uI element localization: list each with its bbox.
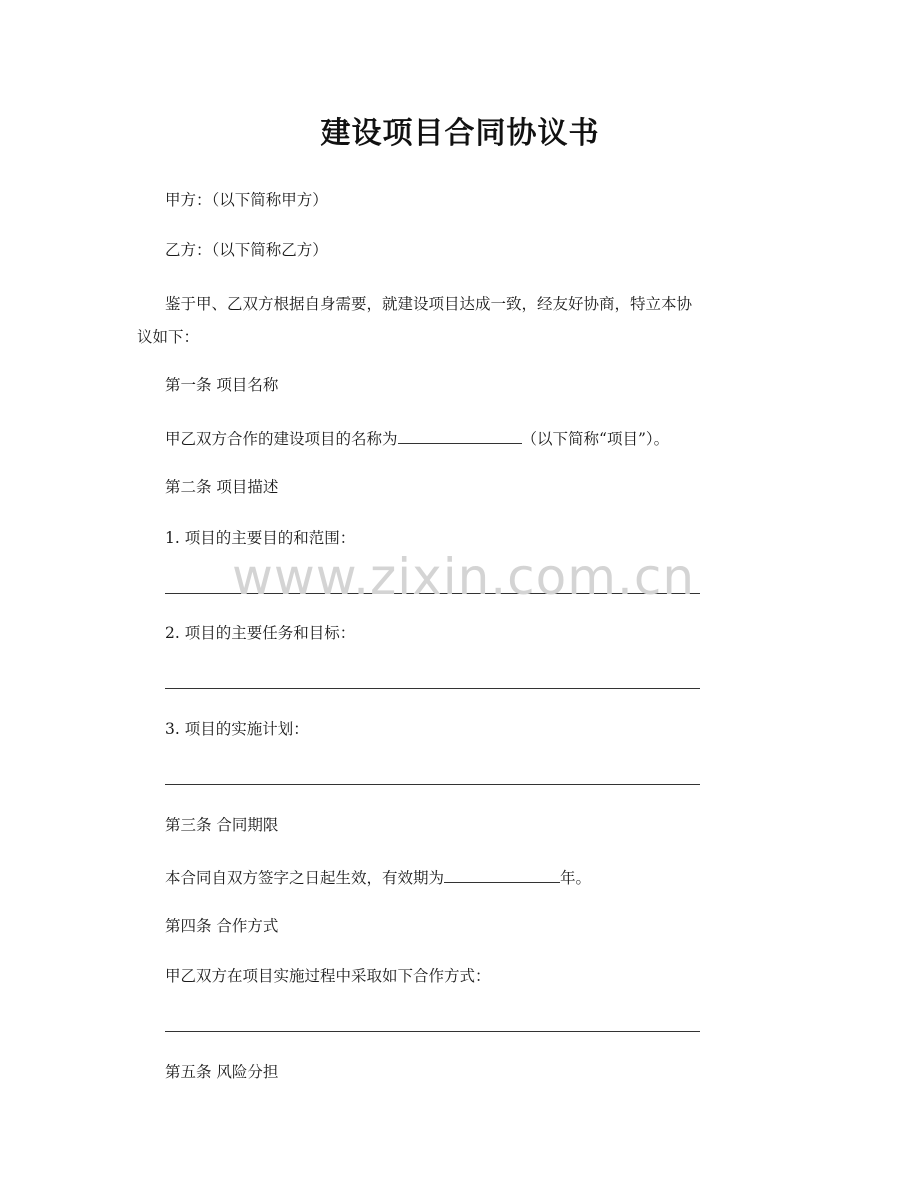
article-1-text-after: （以下简称“项目”）。 <box>521 430 670 448</box>
article-4-text: 甲乙双方在项目实施过程中采取如下合作方式： <box>165 967 491 985</box>
article-4-blank-line[interactable] <box>165 1031 700 1032</box>
party-a-line: 甲方：（以下简称甲方） <box>165 191 328 209</box>
article-3-text-after: 年。 <box>560 869 592 887</box>
item-1-label: 1. 项目的主要目的和范围： <box>165 529 356 547</box>
article-4-heading: 第四条 合作方式 <box>165 917 279 935</box>
article-3-heading: 第三条 合同期限 <box>165 816 279 834</box>
article-5-heading: 第五条 风险分担 <box>165 1063 279 1081</box>
item-3-blank-line[interactable] <box>165 784 700 785</box>
project-name-blank[interactable] <box>398 427 522 444</box>
article-3-text <box>165 866 591 888</box>
item-3-label: 3. 项目的实施计划： <box>165 720 309 738</box>
item-2-label: 2. 项目的主要任务和目标： <box>165 624 356 642</box>
watermark-text: www.zixin.com.cn <box>232 548 696 606</box>
document-title: 建设项目合同协议书 <box>320 116 600 151</box>
article-3-text-before: 本合同自双方签字之日起生效，有效期为 <box>165 869 445 887</box>
preamble-line-1: 鉴于甲、乙双方根据自身需要，就建设项目达成一致，经友好协商，特立本协 <box>165 295 693 313</box>
article-2-heading: 第二条 项目描述 <box>165 478 279 496</box>
preamble-line-2: 议如下： <box>137 328 200 346</box>
party-b-line: 乙方：（以下简称乙方） <box>165 241 328 259</box>
validity-years-blank[interactable] <box>444 866 560 883</box>
article-1-text <box>165 427 669 449</box>
item-2-blank-line[interactable] <box>165 688 700 689</box>
article-1-text-before: 甲乙双方合作的建设项目的名称为 <box>165 430 398 448</box>
article-1-heading: 第一条 项目名称 <box>165 376 279 394</box>
